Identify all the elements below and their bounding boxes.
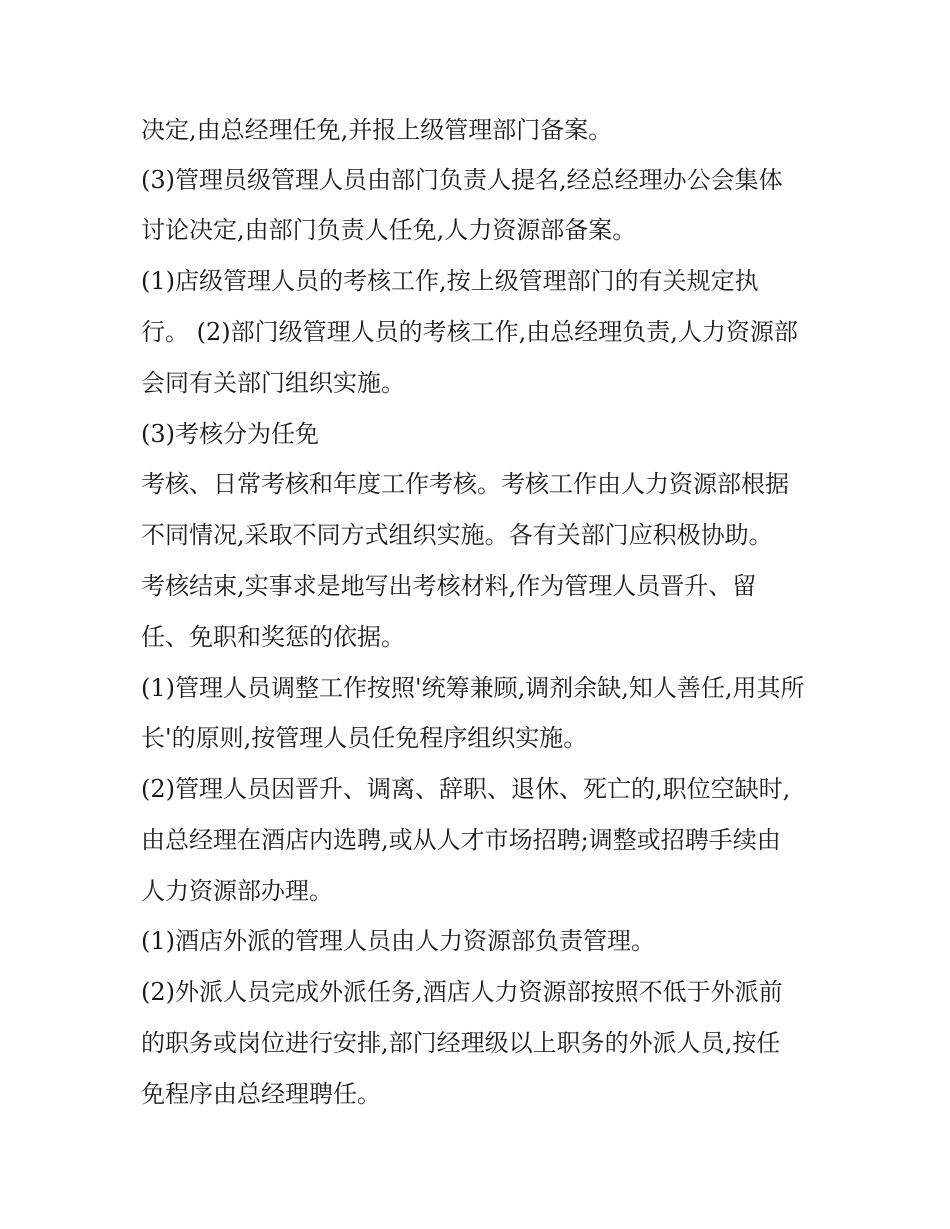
text-line: 任、免职和奖惩的依据。	[141, 623, 405, 651]
text-line: 会同有关部门组织实施。	[141, 369, 405, 397]
text-line: (3)管理员级管理人员由部门负责人提名,经总经理办公会集体	[141, 166, 783, 194]
text-line: 由总经理在酒店内选聘,或从人才市场招聘;调整或招聘手续由	[141, 826, 781, 854]
text-line: 讨论决定,由部门负责人任免,人力资源部备案。	[141, 216, 637, 244]
text-line: 免程序由总经理聘任。	[141, 1080, 381, 1108]
text-line: (2)管理人员因晋升、调离、辞职、退休、死亡的,职位空缺时,	[141, 775, 791, 803]
text-line: (1)店级管理人员的考核工作,按上级管理部门的有关规定执	[141, 267, 759, 295]
text-line: (1)酒店外派的管理人员由人力资源部负责管理。	[141, 927, 655, 955]
text-line: 的职务或岗位进行安排,部门经理级以上职务的外派人员,按任	[141, 1029, 781, 1057]
text-line: 人力资源部办理。	[141, 877, 333, 905]
text-line: 行。 (2)部门级管理人员的考核工作,由总经理负责,人力资源部	[141, 318, 798, 346]
text-line: (2)外派人员完成外派任务,酒店人力资源部按照不低于外派前	[141, 978, 783, 1006]
text-line: 决定,由总经理任免,并报上级管理部门备案。	[141, 116, 613, 144]
text-line: 长'的原则,按管理人员任免程序组织实施。	[141, 724, 588, 752]
text-line: 不同情况,采取不同方式组织实施。各有关部门应积极协助。	[141, 521, 773, 549]
text-line: 考核结束,实事求是地写出考核材料,作为管理人员晋升、留	[141, 572, 757, 600]
text-line: (3)考核分为任免	[141, 420, 319, 448]
text-line: (1)管理人员调整工作按照'统筹兼顾,调剂余缺,知人善任,用其所	[141, 674, 805, 702]
text-line: 考核、日常考核和年度工作考核。考核工作由人力资源部根据	[141, 470, 789, 498]
